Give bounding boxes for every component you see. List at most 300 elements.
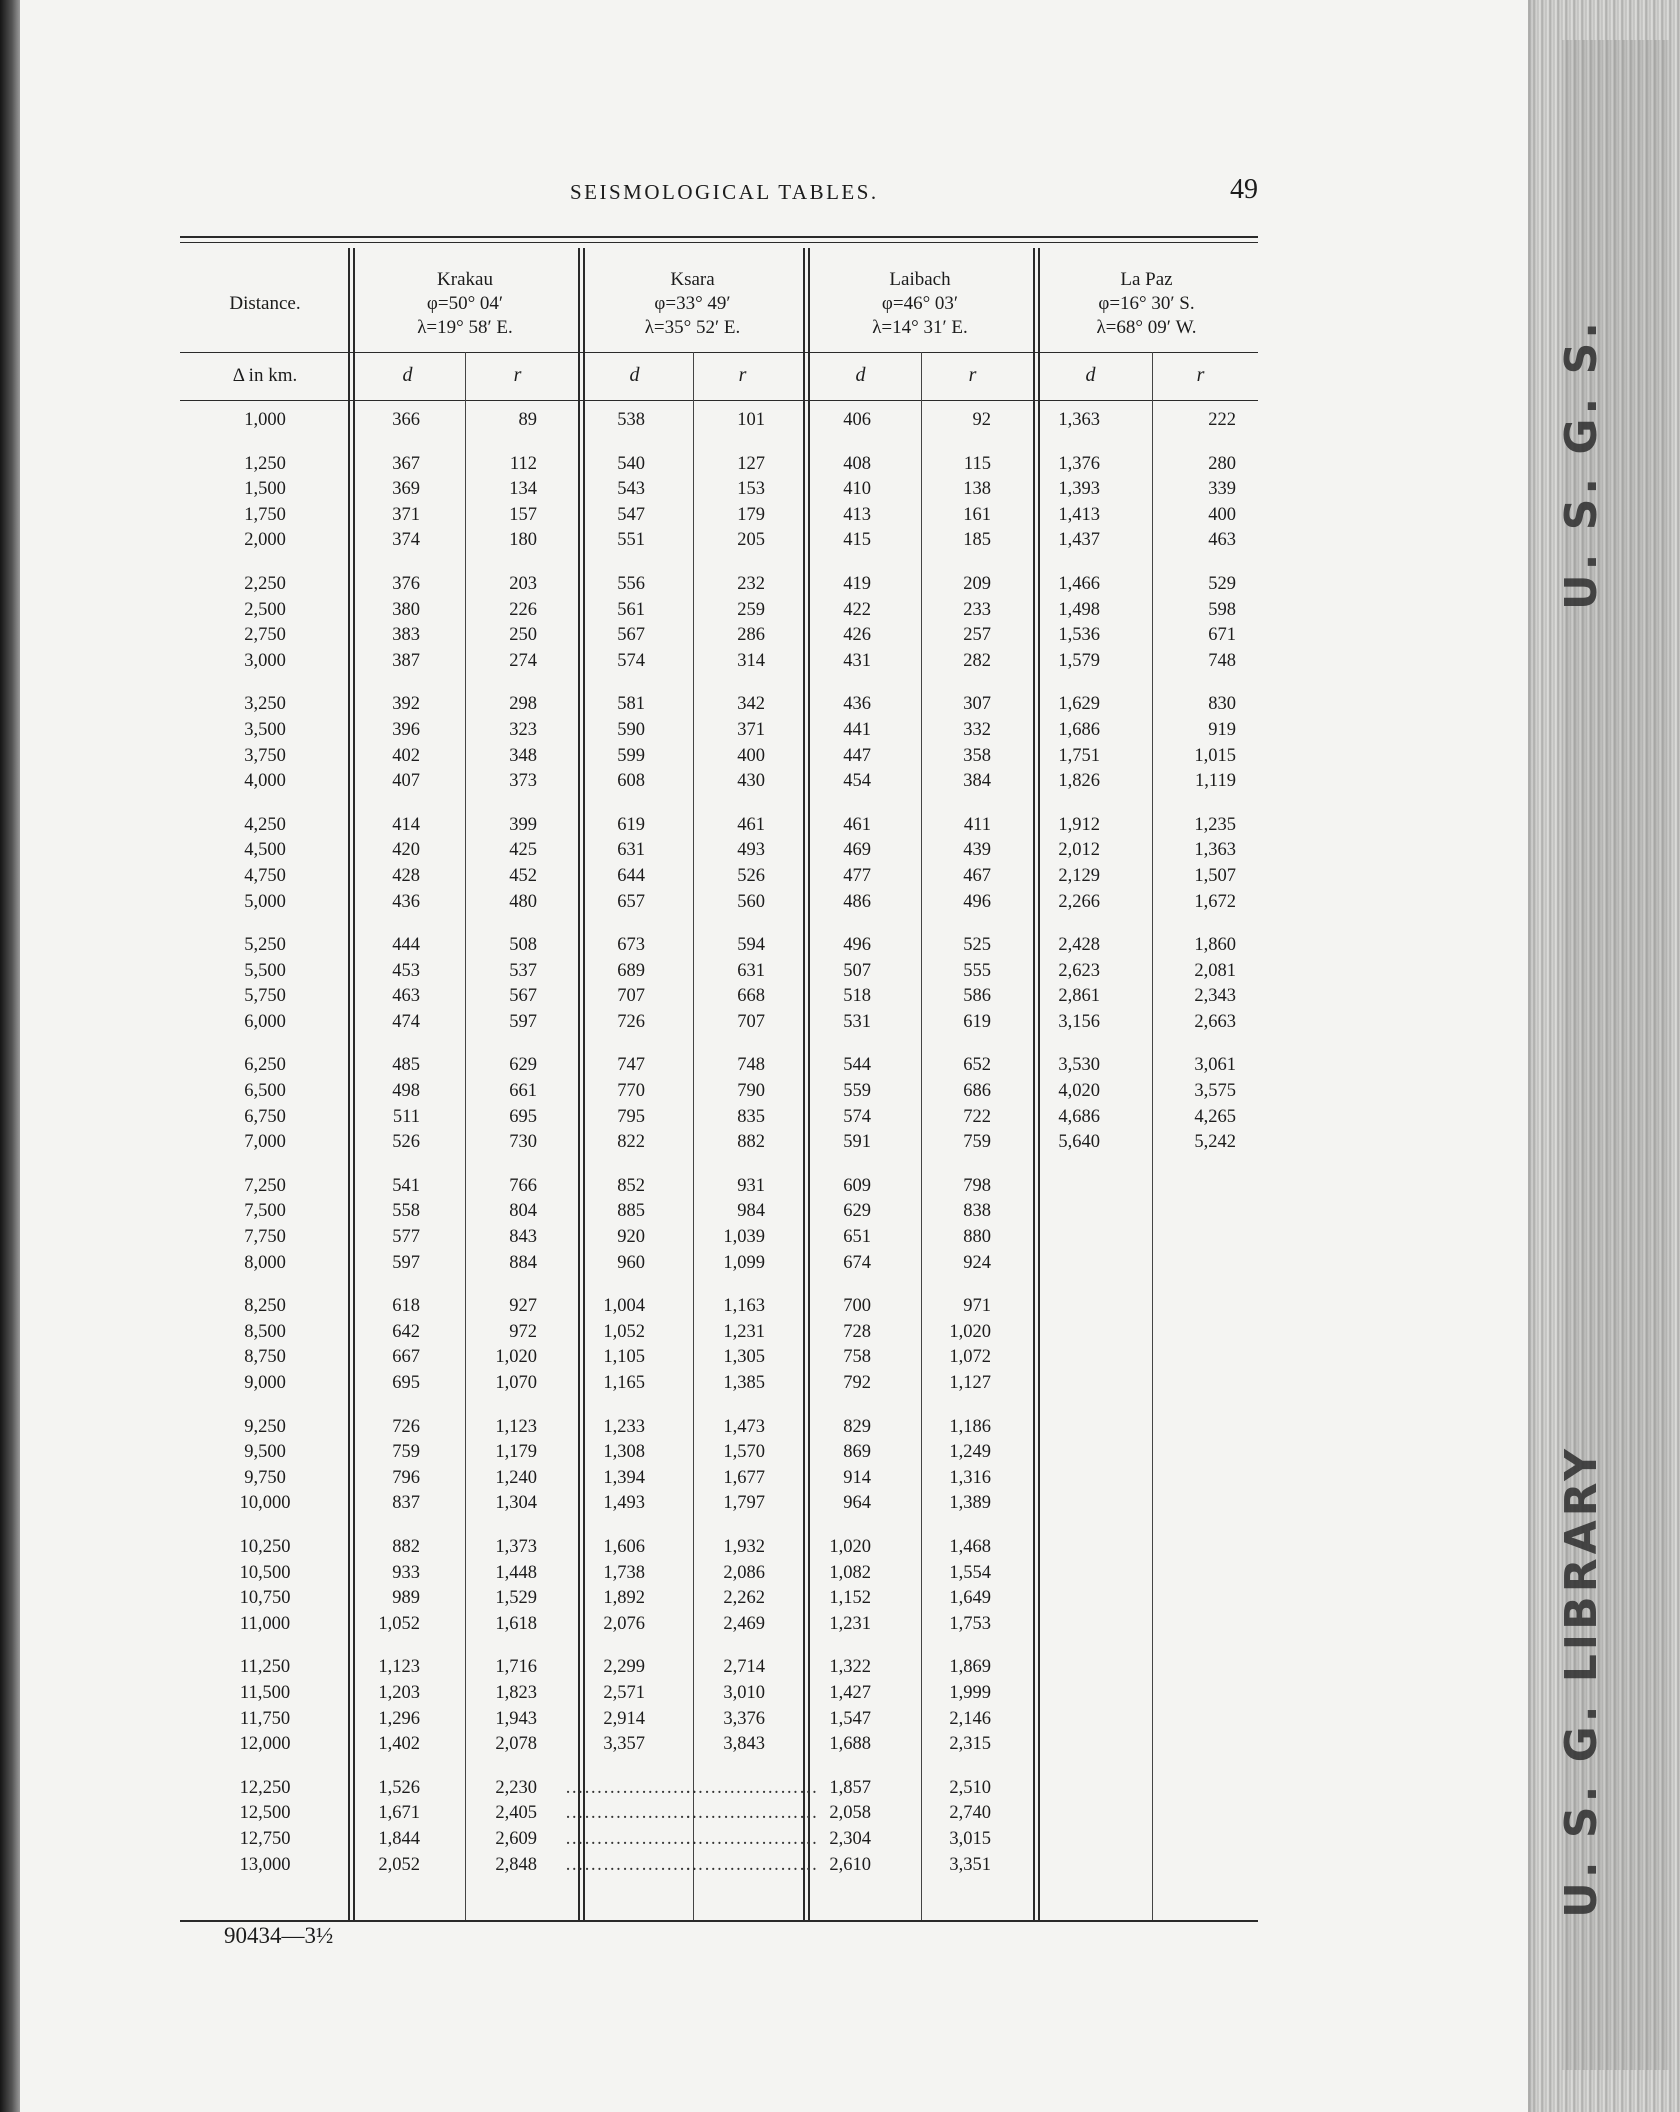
laibach-d-cell: 609 xyxy=(843,1175,871,1196)
station-longitude: λ=19° 58′ E. xyxy=(417,317,513,338)
laibach-r-cell: 1,869 xyxy=(949,1657,991,1678)
laibach-d-cell: 2,610 xyxy=(829,1854,871,1875)
group-spacer-row xyxy=(180,795,1258,813)
laibach-d-cell: 461 xyxy=(843,814,871,835)
lapaz-d-cell: 1,686 xyxy=(1058,719,1100,740)
ksara-r-cell: 2,086 xyxy=(723,1562,765,1583)
page-number: 49 xyxy=(1230,174,1258,205)
krakau-d-cell: 597 xyxy=(392,1252,420,1273)
distance-cell xyxy=(180,1276,350,1294)
krakau-r-cell: 348 xyxy=(509,745,537,766)
lapaz-d-cell xyxy=(1011,1776,1136,1802)
ksara-d-cell: 1,004 xyxy=(603,1296,645,1317)
ksara-r-cell: 1,932 xyxy=(723,1536,765,1557)
laibach-d-cell: 869 xyxy=(843,1442,871,1463)
laibach-r-cell: 1,389 xyxy=(949,1493,991,1514)
lapaz-r-cell xyxy=(1136,1776,1258,1802)
lapaz-r-cell xyxy=(1136,1586,1258,1612)
lapaz-d-cell xyxy=(1011,1535,1136,1561)
laibach-d-cell: 408 xyxy=(843,453,871,474)
laibach-d-cell: 591 xyxy=(843,1132,871,1153)
station-name: Ksara xyxy=(670,269,715,290)
laibach-r-cell xyxy=(911,795,1011,813)
table-row xyxy=(180,1655,1258,1681)
lapaz-r-cell: 1,672 xyxy=(1194,891,1236,912)
distance-cell: 6,000 xyxy=(244,1011,286,1032)
ksara-d-cell xyxy=(565,1035,685,1053)
table-row xyxy=(180,1225,1258,1251)
ksara-d-cell: 770 xyxy=(617,1081,645,1102)
krakau-d-cell: 989 xyxy=(392,1588,420,1609)
table-row xyxy=(180,984,1258,1010)
laibach-d-cell xyxy=(783,554,911,572)
ksara-r-cell: ………………… xyxy=(685,1854,818,1875)
ksara-d-cell: 822 xyxy=(617,1132,645,1153)
station-latitude: φ=16° 30′ S. xyxy=(1098,293,1195,314)
group-spacer-row xyxy=(180,1517,1258,1535)
lapaz-d-cell xyxy=(1011,1561,1136,1587)
ksara-r-cell: 1,570 xyxy=(723,1442,765,1463)
krakau-r-cell: 597 xyxy=(509,1011,537,1032)
ksara-d-cell: 707 xyxy=(617,986,645,1007)
laibach-d-cell: 441 xyxy=(843,719,871,740)
laibach-d-cell: 559 xyxy=(843,1081,871,1102)
distance-cell: 11,250 xyxy=(239,1657,291,1678)
ksara-r-cell xyxy=(685,434,783,452)
krakau-d-cell: 474 xyxy=(392,1011,420,1032)
ksara-r-cell: 594 xyxy=(737,935,765,956)
lapaz-d-cell: 3,530 xyxy=(1058,1055,1100,1076)
ksara-r-cell: 931 xyxy=(737,1175,765,1196)
krakau-r-cell: 480 xyxy=(509,891,537,912)
table-row xyxy=(180,1345,1258,1371)
ksara-r-cell: 461 xyxy=(737,814,765,835)
laibach-r-cell: 115 xyxy=(963,453,991,474)
krakau-d-cell: 1,526 xyxy=(378,1777,420,1798)
ksara-d-cell: 543 xyxy=(617,479,645,500)
lapaz-r-cell xyxy=(1136,1535,1258,1561)
distance-cell: 6,500 xyxy=(244,1081,286,1102)
krakau-d-cell: 366 xyxy=(392,410,420,430)
station-latitude: φ=33° 49′ xyxy=(654,293,731,314)
lapaz-d-cell xyxy=(1011,1156,1136,1174)
ksara-r-cell: 493 xyxy=(737,840,765,861)
krakau-r-cell: 927 xyxy=(509,1296,537,1317)
laibach-d-cell: 792 xyxy=(843,1373,871,1393)
table-row xyxy=(180,1199,1258,1225)
laibach-d-cell: 454 xyxy=(843,771,871,792)
krakau-d-cell: 1,844 xyxy=(378,1828,420,1849)
krakau-r-cell xyxy=(450,554,565,572)
lapaz-d-cell xyxy=(1011,1035,1136,1053)
laibach-r-cell: 555 xyxy=(963,960,991,981)
lapaz-r-cell: 748 xyxy=(1208,650,1236,671)
laibach-d-cell xyxy=(783,795,911,813)
ksara-r-cell: 2,714 xyxy=(723,1657,765,1678)
krakau-r-cell: 157 xyxy=(509,504,537,525)
lapaz-d-cell: 5,640 xyxy=(1058,1132,1100,1153)
distance-cell: 2,000 xyxy=(244,530,286,551)
ksara-r-cell xyxy=(685,1517,783,1535)
laibach-d-cell: 1,547 xyxy=(829,1708,871,1729)
ksara-d-cell: 673 xyxy=(617,935,645,956)
lapaz-d-cell: 4,020 xyxy=(1058,1081,1100,1102)
running-title: SEISMOLOGICAL TABLES. xyxy=(570,180,879,204)
ksara-d-cell: 1,738 xyxy=(603,1562,645,1583)
ksara-r-cell: 1,231 xyxy=(723,1321,765,1342)
krakau-r-cell: 766 xyxy=(509,1175,537,1196)
ksara-d-cell: 795 xyxy=(617,1106,645,1127)
ksara-d-cell xyxy=(565,674,685,692)
krakau-d-cell: 618 xyxy=(392,1296,420,1317)
ksara-r-cell xyxy=(685,1276,783,1294)
krakau-r-cell: 2,078 xyxy=(495,1734,537,1755)
lapaz-d-cell xyxy=(1011,1440,1136,1466)
lapaz-r-cell xyxy=(1136,1801,1258,1827)
distance-cell: 7,750 xyxy=(244,1227,286,1248)
lapaz-r-cell xyxy=(1136,1707,1258,1733)
lapaz-r-cell: 1,860 xyxy=(1194,935,1236,956)
lapaz-d-cell xyxy=(1011,1397,1136,1415)
laibach-r-cell: 3,351 xyxy=(949,1854,991,1875)
lapaz-r-cell xyxy=(1136,1174,1258,1200)
lapaz-d-cell: 1,751 xyxy=(1058,745,1100,766)
distance-cell: 11,500 xyxy=(239,1682,291,1703)
krakau-r-cell: 1,020 xyxy=(495,1347,537,1368)
krakau-d-cell: 420 xyxy=(392,840,420,861)
table-top-rule-thin xyxy=(180,242,1258,243)
ksara-d-cell: 2,571 xyxy=(603,1682,645,1703)
krakau-d-cell xyxy=(350,1397,450,1415)
lapaz-d-cell xyxy=(1011,1225,1136,1251)
table-row xyxy=(180,1535,1258,1561)
krakau-d-cell xyxy=(350,1035,450,1053)
ksara-d-cell: 547 xyxy=(617,504,645,525)
table-bottom-rule xyxy=(180,1920,1258,1922)
table-row xyxy=(180,718,1258,744)
lapaz-r-cell xyxy=(1136,1415,1258,1441)
krakau-d-cell xyxy=(350,554,450,572)
laibach-d-cell: 436 xyxy=(843,694,871,715)
laibach-r-cell: 880 xyxy=(963,1227,991,1248)
lapaz-d-cell xyxy=(1011,1707,1136,1733)
ksara-d-cell: 1,606 xyxy=(603,1536,645,1557)
distance-cell: 4,250 xyxy=(244,814,286,835)
laibach-d-cell: 2,304 xyxy=(829,1828,871,1849)
distance-cell: 6,250 xyxy=(244,1055,286,1076)
laibach-r-cell: 798 xyxy=(963,1175,991,1196)
lapaz-d-cell xyxy=(1011,1681,1136,1707)
laibach-d-cell: 758 xyxy=(843,1347,871,1368)
laibach-r-cell: 185 xyxy=(963,530,991,551)
lapaz-d-cell xyxy=(1011,1801,1136,1827)
lapaz-d-cell: 4,686 xyxy=(1058,1106,1100,1127)
lapaz-r-cell xyxy=(1136,915,1258,933)
ksara-r-cell: 1,385 xyxy=(723,1373,765,1393)
lapaz-r-cell xyxy=(1136,1225,1258,1251)
ksara-d-cell: ………………… xyxy=(565,1854,698,1875)
ksara-d-cell: 920 xyxy=(617,1227,645,1248)
distance-cell xyxy=(180,554,350,572)
ksara-r-cell xyxy=(685,1156,783,1174)
lapaz-d-cell xyxy=(1011,1371,1136,1397)
krakau-r-cell: 730 xyxy=(509,1132,537,1153)
laibach-r-cell xyxy=(911,674,1011,692)
ksara-r-cell: 1,305 xyxy=(723,1347,765,1368)
lapaz-r-cell: 1,119 xyxy=(1195,771,1236,792)
distance-cell: 10,000 xyxy=(239,1493,291,1514)
distance-header: Distance. xyxy=(229,293,301,314)
lapaz-r-cell xyxy=(1136,1199,1258,1225)
lapaz-d-cell xyxy=(1011,1294,1136,1320)
laibach-r-cell xyxy=(911,1156,1011,1174)
laibach-d-cell: 728 xyxy=(843,1321,871,1342)
distance-cell: 11,000 xyxy=(239,1613,291,1634)
laibach-r-cell: 332 xyxy=(963,719,991,740)
krakau-r-cell xyxy=(450,795,565,813)
krakau-d-cell: 726 xyxy=(392,1416,420,1437)
ksara-d-cell: 689 xyxy=(617,960,645,981)
laibach-d-cell: 700 xyxy=(843,1296,871,1317)
laibach-r-cell: 358 xyxy=(963,745,991,766)
krakau-d-cell: 485 xyxy=(392,1055,420,1076)
group-spacer-row xyxy=(180,1035,1258,1053)
ksara-d-cell: 1,052 xyxy=(603,1321,645,1342)
laibach-r-cell xyxy=(911,915,1011,933)
lapaz-r-cell: 671 xyxy=(1208,625,1236,646)
distance-cell: 1,500 xyxy=(244,479,286,500)
ksara-d-cell: ………………… xyxy=(565,1777,698,1798)
group-spacer-row xyxy=(180,674,1258,692)
lapaz-d-cell xyxy=(1011,1345,1136,1371)
lapaz-d-cell xyxy=(1011,1586,1136,1612)
lapaz-r-cell: 598 xyxy=(1208,599,1236,620)
krakau-d-cell: 577 xyxy=(392,1227,420,1248)
ksara-d-cell xyxy=(565,915,685,933)
krakau-r-cell: 203 xyxy=(509,573,537,594)
krakau-d-cell: 2,052 xyxy=(378,1854,420,1875)
ksara-r-cell: 1,163 xyxy=(723,1296,765,1317)
ksara-d-cell: 608 xyxy=(617,771,645,792)
lapaz-d-cell: 1,376 xyxy=(1058,453,1100,474)
krakau-d-cell: 541 xyxy=(392,1175,420,1196)
lapaz-d-cell: 2,129 xyxy=(1058,865,1100,886)
ksara-r-cell: 430 xyxy=(737,771,765,792)
ksara-r-cell: 526 xyxy=(737,865,765,886)
laibach-r-cell: 619 xyxy=(963,1011,991,1032)
ksara-d-cell: 3,357 xyxy=(603,1734,645,1755)
krakau-d-cell: 376 xyxy=(392,573,420,594)
table-row xyxy=(180,1732,1258,1758)
lapaz-d-cell xyxy=(1011,554,1136,572)
station-name: Krakau xyxy=(437,269,493,290)
krakau-d-cell: 383 xyxy=(392,625,420,646)
distance-cell: 3,750 xyxy=(244,745,286,766)
lapaz-d-cell xyxy=(1011,1276,1136,1294)
lapaz-r-cell xyxy=(1136,1732,1258,1758)
ksara-r-cell: 205 xyxy=(737,530,765,551)
lapaz-d-cell xyxy=(1011,1758,1136,1776)
lapaz-d-cell xyxy=(1011,434,1136,452)
ksara-r-cell: 3,376 xyxy=(723,1708,765,1729)
table-row xyxy=(180,528,1258,554)
table-row xyxy=(180,1681,1258,1707)
laibach-r-cell xyxy=(911,434,1011,452)
laibach-d-cell: 1,857 xyxy=(829,1777,871,1798)
table-row xyxy=(180,1010,1258,1036)
ksara-r-cell xyxy=(685,554,783,572)
lapaz-r-cell: 919 xyxy=(1208,719,1236,740)
ksara-d-cell: 619 xyxy=(617,814,645,835)
krakau-r-cell: 89 xyxy=(518,410,537,430)
table-row xyxy=(180,649,1258,675)
distance-cell: 4,000 xyxy=(244,771,286,792)
ksara-r-cell: ………………… xyxy=(685,1803,818,1824)
page-header xyxy=(180,174,1258,210)
ksara-r-cell: 835 xyxy=(737,1106,765,1127)
lapaz-d-cell xyxy=(1011,1612,1136,1638)
ksara-r-cell xyxy=(685,1035,783,1053)
laibach-d-cell: 431 xyxy=(843,650,871,671)
krakau-d-cell: 759 xyxy=(392,1442,420,1463)
krakau-r-cell xyxy=(450,1276,565,1294)
table-row xyxy=(180,1251,1258,1277)
ksara-r-cell: 259 xyxy=(737,599,765,620)
krakau-d-cell: 414 xyxy=(392,814,420,835)
lapaz-d-cell: 2,428 xyxy=(1058,935,1100,956)
ksara-d-cell xyxy=(565,1637,685,1655)
krakau-d-cell: 1,123 xyxy=(378,1657,420,1678)
table-row xyxy=(180,1853,1258,1879)
laibach-d-cell: 507 xyxy=(843,960,871,981)
distance-cell: 8,000 xyxy=(244,1252,286,1273)
krakau-d-cell: 402 xyxy=(392,745,420,766)
laibach-r-cell: 2,146 xyxy=(949,1708,991,1729)
krakau-r-cell: 112 xyxy=(509,453,537,474)
lapaz-r-cell xyxy=(1136,1612,1258,1638)
laibach-d-cell: 1,152 xyxy=(829,1588,871,1609)
krakau-d-cell: 463 xyxy=(392,986,420,1007)
lapaz-r-cell xyxy=(1136,1853,1258,1879)
krakau-d-cell xyxy=(350,1276,450,1294)
laibach-r-cell: 496 xyxy=(963,891,991,912)
laibach-r-cell xyxy=(911,1276,1011,1294)
lapaz-d-cell: 1,498 xyxy=(1058,599,1100,620)
distance-cell xyxy=(180,1035,350,1053)
distance-cell: 2,750 xyxy=(244,625,286,646)
book-left-edge xyxy=(0,0,20,2112)
ksara-d-cell: 590 xyxy=(617,719,645,740)
ksara-r-cell: 631 xyxy=(737,960,765,981)
krakau-d-cell: 642 xyxy=(392,1321,420,1342)
ksara-d-cell: 1,493 xyxy=(603,1493,645,1514)
laibach-d-cell: 406 xyxy=(843,410,871,430)
krakau-d-cell: 558 xyxy=(392,1201,420,1222)
laibach-d-label: d xyxy=(855,364,866,386)
ksara-r-cell xyxy=(685,674,783,692)
distance-cell: 10,500 xyxy=(239,1562,291,1583)
ksara-r-label: r xyxy=(738,364,747,386)
krakau-d-cell xyxy=(350,1517,450,1535)
krakau-d-cell xyxy=(350,1156,450,1174)
krakau-r-cell: 2,230 xyxy=(495,1777,537,1798)
laibach-r-cell: 1,020 xyxy=(949,1321,991,1342)
distance-cell: 12,250 xyxy=(239,1777,291,1798)
laibach-r-cell: 1,072 xyxy=(949,1347,991,1368)
krakau-r-cell: 661 xyxy=(509,1081,537,1102)
ksara-r-cell: 232 xyxy=(737,573,765,594)
lapaz-r-cell xyxy=(1136,1561,1258,1587)
ksara-r-cell: 400 xyxy=(737,745,765,766)
laibach-r-cell: 2,510 xyxy=(949,1777,991,1798)
laibach-r-cell: 233 xyxy=(963,599,991,620)
lapaz-r-cell xyxy=(1136,1251,1258,1277)
laibach-r-cell: 1,554 xyxy=(949,1562,991,1583)
krakau-d-cell: 796 xyxy=(392,1467,420,1488)
table-body xyxy=(180,408,1258,1878)
krakau-r-cell: 1,240 xyxy=(495,1467,537,1488)
lapaz-r-cell xyxy=(1136,1637,1258,1655)
table-row xyxy=(180,933,1258,959)
lapaz-r-cell: 280 xyxy=(1208,453,1236,474)
krakau-d-cell: 1,296 xyxy=(378,1708,420,1729)
krakau-d-cell: 1,671 xyxy=(378,1803,420,1824)
laibach-d-cell xyxy=(783,1156,911,1174)
subheader-rule-bottom xyxy=(180,400,1258,401)
laibach-d-cell: 415 xyxy=(843,530,871,551)
ksara-d-cell: 1,105 xyxy=(603,1347,645,1368)
ksara-d-cell: 538 xyxy=(617,410,645,430)
table-row xyxy=(180,1612,1258,1638)
table-row xyxy=(180,813,1258,839)
distance-cell xyxy=(180,795,350,813)
table-row xyxy=(180,1053,1258,1079)
table-row xyxy=(180,503,1258,529)
lapaz-d-cell xyxy=(1011,1320,1136,1346)
laibach-r-cell: 971 xyxy=(963,1296,991,1317)
lapaz-d-cell: 2,266 xyxy=(1058,891,1100,912)
distance-cell: 7,000 xyxy=(244,1132,286,1153)
laibach-d-cell: 574 xyxy=(843,1106,871,1127)
lapaz-d-label: d xyxy=(1085,364,1096,386)
lapaz-d-cell: 1,912 xyxy=(1058,814,1100,835)
distance-cell: 6,750 xyxy=(244,1106,286,1127)
lapaz-d-cell xyxy=(1011,1517,1136,1535)
lapaz-r-cell xyxy=(1136,1758,1258,1776)
ksara-d-cell: 567 xyxy=(617,625,645,646)
krakau-d-cell: 392 xyxy=(392,694,420,715)
laibach-d-cell xyxy=(783,1397,911,1415)
laibach-r-cell: 209 xyxy=(963,573,991,594)
ksara-d-cell: 885 xyxy=(617,1201,645,1222)
station-latitude: φ=50° 04′ xyxy=(426,293,504,314)
laibach-d-cell: 651 xyxy=(843,1227,871,1248)
krakau-r-cell: 452 xyxy=(509,865,537,886)
station-header-la-paz xyxy=(1035,268,1258,340)
krakau-d-cell: 367 xyxy=(392,453,420,474)
laibach-r-cell: 759 xyxy=(963,1132,991,1153)
distance-cell: 1,000 xyxy=(244,410,286,430)
ksara-d-cell: 581 xyxy=(617,694,645,715)
distance-cell: 5,750 xyxy=(244,986,286,1007)
lapaz-d-cell xyxy=(1011,795,1136,813)
lapaz-r-cell xyxy=(1136,795,1258,813)
ksara-d-cell: 747 xyxy=(617,1055,645,1076)
ksara-r-cell: 1,797 xyxy=(723,1493,765,1514)
laibach-d-cell: 1,322 xyxy=(829,1657,871,1678)
distance-cell: 12,000 xyxy=(239,1734,291,1755)
ksara-r-cell: 153 xyxy=(737,479,765,500)
